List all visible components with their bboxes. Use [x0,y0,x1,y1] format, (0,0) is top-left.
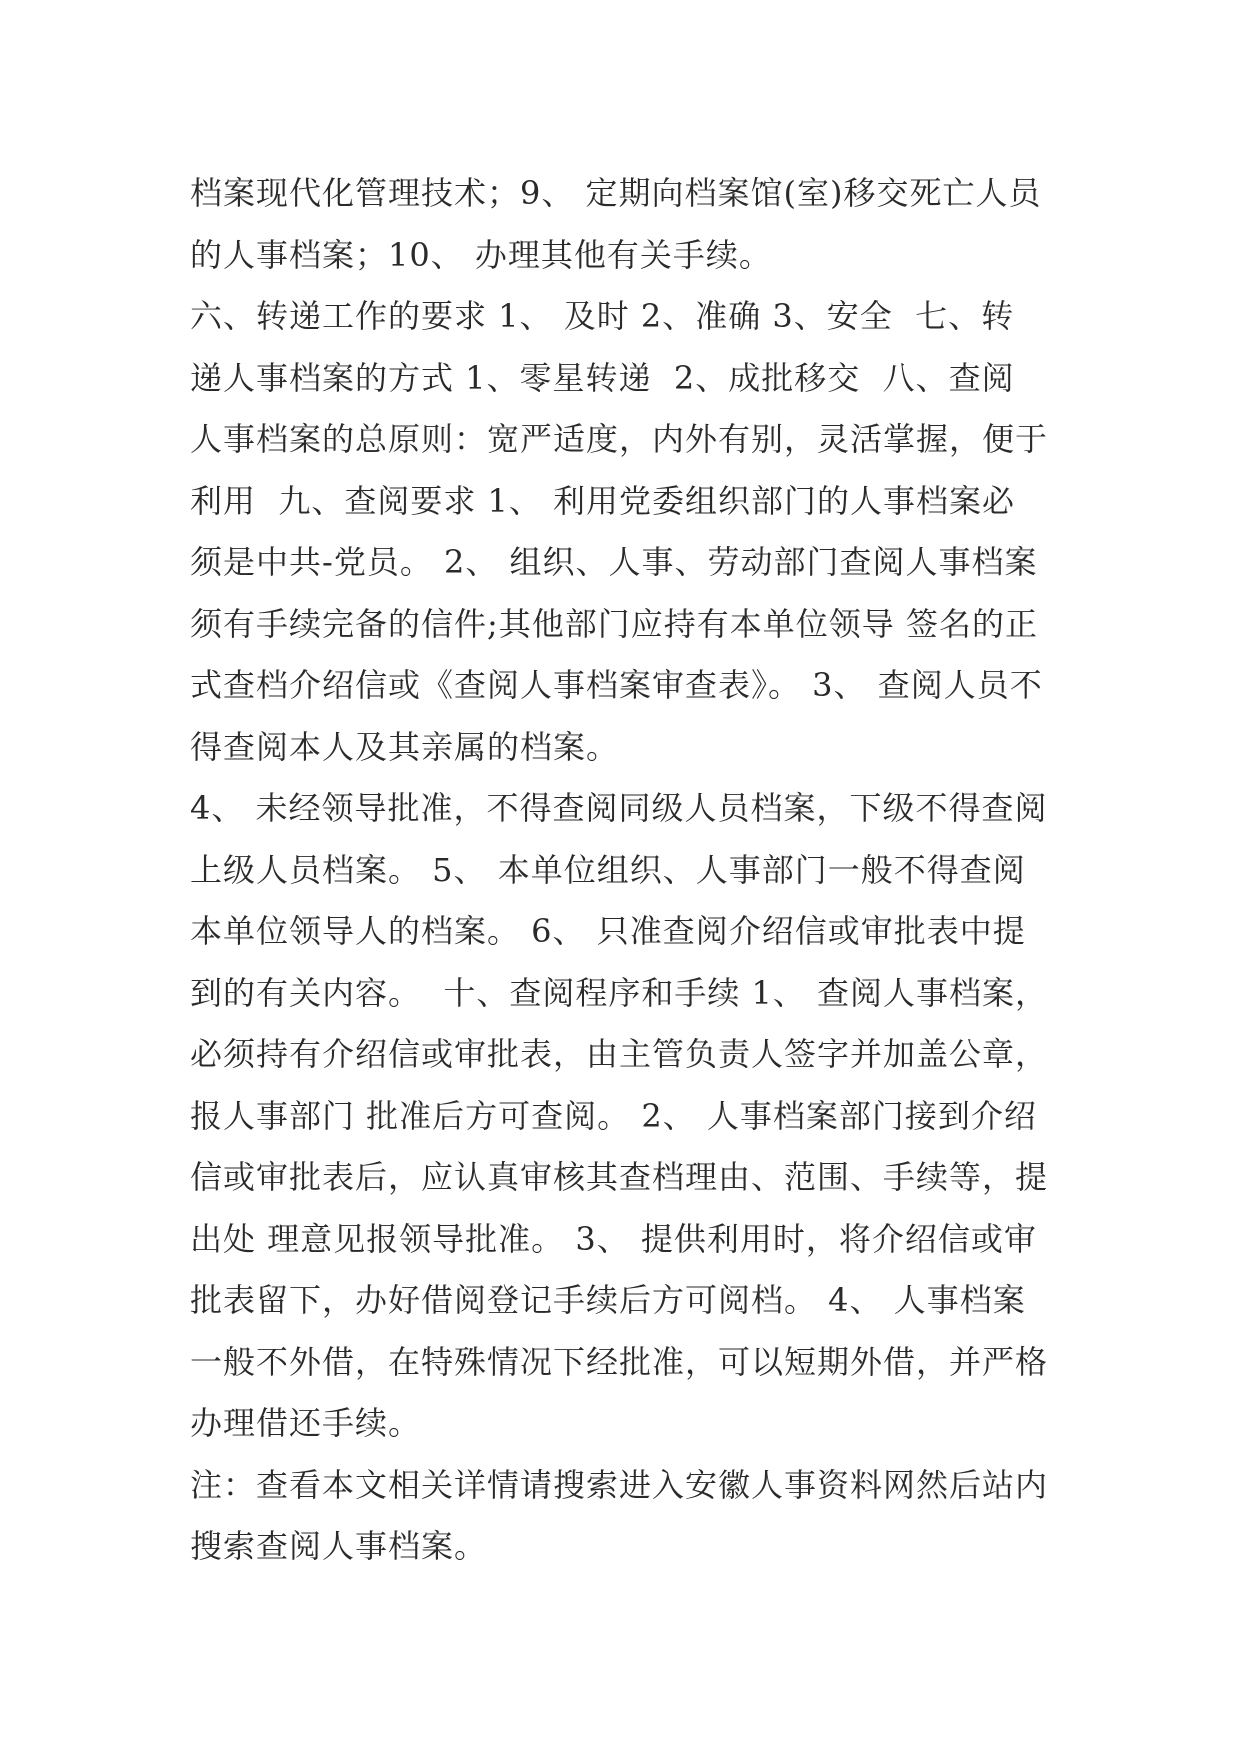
text-line: 式查档介绍信或《查阅人事档案审查表》。 3、 查阅人员不 [190,666,1043,704]
text-line: 注：查看本文相关详情请搜索进入安徽人事资料网然后站内 [190,1465,1049,1504]
text-line: 到的有关内容。 十、查阅程序和手续 1、 查阅人事档案， [190,973,1049,1012]
text-line: 上级人员档案。 5、 本单位组织、人事部门一般不得查阅 [190,850,1026,889]
text-line: 须是中共-党员。 2、 组织、人事、劳动部门查阅人事档案 [190,543,1038,581]
text-line: 本单位领导人的档案。 6、 只准查阅介绍信或审批表中提 [190,912,1026,950]
paragraph-1 [190,163,1070,286]
text-line: 档案现代化管理技术；9、 定期向档案馆(室)移交死亡人员 [190,174,1042,212]
text-line: 利用 九、查阅要求 1、 利用党委组织部门的人事档案必 [190,481,1016,520]
text-line: 一般不外借，在特殊情况下经批准，可以短期外借，并严格 [190,1342,1049,1381]
document-body [190,163,1070,1578]
text-line: 的人事档案；10、 办理其他有关手续。 [190,235,772,274]
paragraph-2 [190,286,1070,778]
text-line: 人事档案的总原则：宽严适度，内外有别，灵活掌握，便于 [190,420,1049,458]
text-line: 信或审批表后，应认真审核其查档理由、范围、手续等，提 [190,1158,1049,1196]
text-line: 搜索查阅人事档案。 [190,1527,488,1565]
paragraph-3 [190,778,1070,1455]
text-line: 办理借还手续。 [190,1404,422,1442]
text-line: 4、 未经领导批准，不得查阅同级人员档案，下级不得查阅 [190,789,1048,827]
text-line: 得查阅本人及其亲属的档案。 [190,727,620,766]
paragraph-note [190,1455,1070,1578]
text-line: 报人事部门 批准后方可查阅。 2、 人事档案部门接到介绍 [190,1096,1037,1135]
text-line: 六、转递工作的要求 1、 及时 2、准确 3、安全 七、转 [190,297,1015,335]
text-line: 必须持有介绍信或审批表，由主管负责人签字并加盖公章， [190,1035,1049,1073]
text-line: 出处 理意见报领导批准。 3、 提供利用时，将介绍信或审 [190,1219,1037,1258]
text-line: 批表留下，办好借阅登记手续后方可阅档。 4、 人事档案 [190,1281,1026,1319]
text-line: 递人事档案的方式 1、零星转递 2、成批移交 八、查阅 [190,358,1015,397]
text-line: 须有手续完备的信件;其他部门应持有本单位领导 签名的正 [190,604,1038,643]
